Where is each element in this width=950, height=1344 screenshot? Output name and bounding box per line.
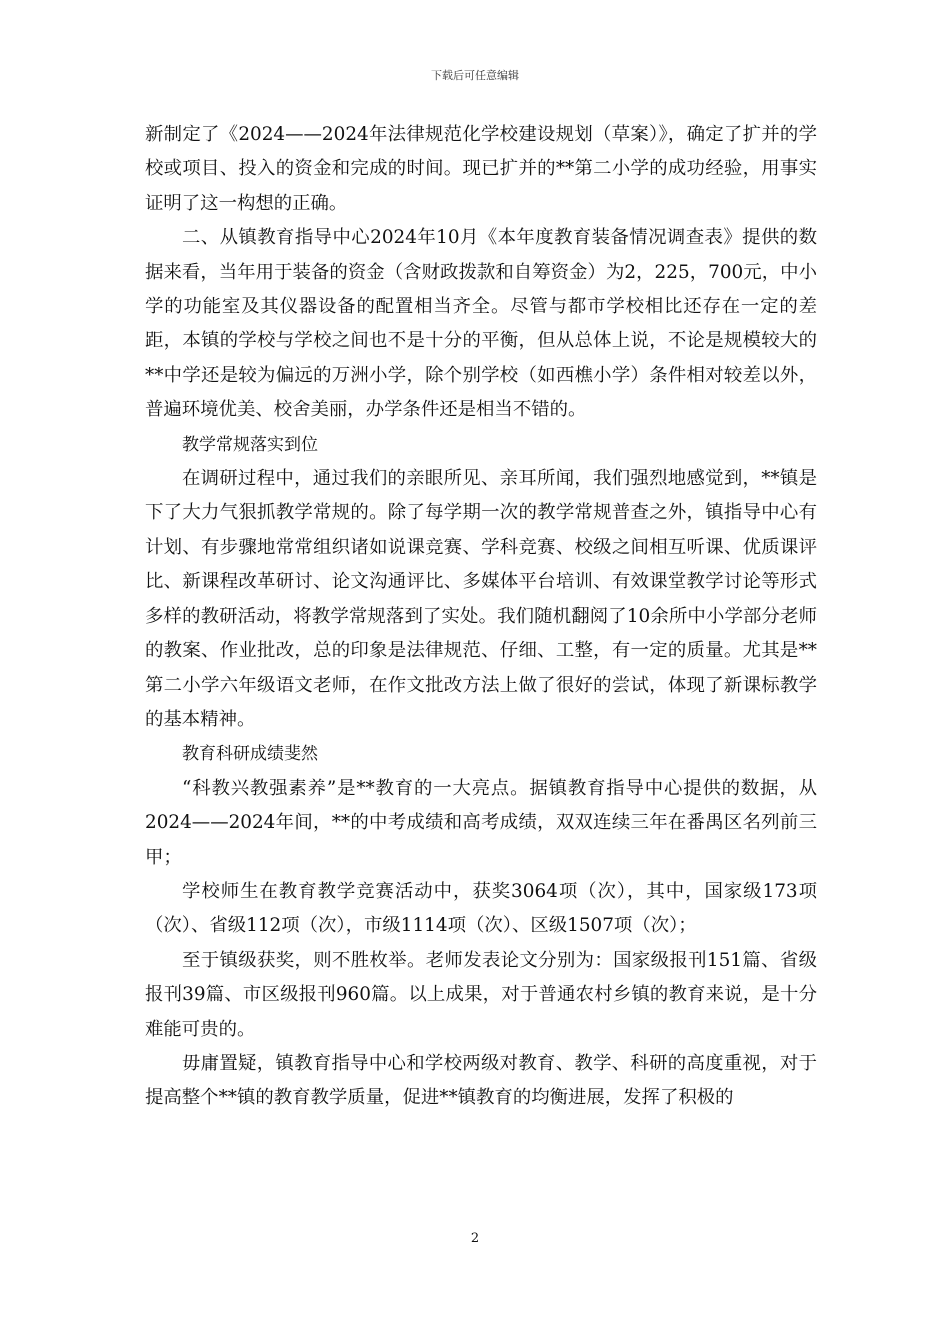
paragraph: 毋庸置疑，镇教育指导中心和学校两级对教育、教学、科研的高度重视，对于提高整个**镇的教育教学质量，促进**镇教育的均衡进展，发挥了积极的 <box>145 1052 817 1109</box>
paragraph: 新制定了《2024——2024年法律规范化学校建设规划（草案）》，确定了扩并的学校或项目、投入的资金和完成的时间。现已扩并的**第二小学的成功经验，用事实证明了这一构想的正确。 <box>145 124 817 214</box>
section-heading: 教学常规落实到位 <box>182 434 318 455</box>
document-body <box>145 118 817 1116</box>
paragraph: 学校师生在教育教学竞赛活动中，获奖3064项（次），其中，国家级173项（次）、省级112项（次），市级1114项（次）、区级1507项（次）； <box>145 880 817 937</box>
page-number: 2 <box>470 1231 480 1246</box>
paragraph: 二、从镇教育指导中心2024年10月《本年度教育装备情况调查表》提供的数据来看，当年用于装备的资金（含财政拨款和自筹资金）为2，225，700元，中小学的功能室及其仪器设备的配置相当齐全。尽管与都市学校相比还存在一定的差距，本镇的学校与学校之间也不是十分的平衡，但从总体上说，不论是规模较大的**中学还是较为偏远的万洲小学，除个别学校（如西樵小学）条件相对较差以外，普遍环境优美、校舍美丽，办学条件还是相当不错的。 <box>145 227 817 421</box>
paragraph: “科教兴教强素养”是**教育的一大亮点。据镇教育指导中心提供的数据，从2024——2024年间，**的中考成绩和高考成绩，双双连续三年在番禺区名列前三甲； <box>145 777 817 868</box>
paragraph: 在调研过程中，通过我们的亲眼所见、亲耳所闻，我们强烈地感觉到，**镇是下了大力气狠抓教学常规的。除了每学期一次的教学常规普查之外，镇指导中心有计划、有步骤地常常组织诸如说课竞赛、学科竞赛、校级之间相互听课、优质课评比、新课程改革研讨、论文沟通评比、多媒体平台培训、有效课堂教学讨论等形式多样的教研活动，将教学常规落到了实处。我们随机翻阅了10余所中小学部分老师的教案、作业批改，总的印象是法律规范、仔细、工整，有一定的质量。尤其是**第二小学六年级语文老师，在作文批改方法上做了很好的尝试，体现了新课标教学的基本精神。 <box>145 468 817 730</box>
section-heading: 教育科研成绩斐然 <box>182 744 318 765</box>
page-header: 下载后可任意编辑 <box>431 69 519 82</box>
paragraph: 至于镇级获奖，则不胜枚举。老师发表论文分别为：国家级报刊151篇、省级报刊39篇、市区级报刊960篇。以上成果，对于普通农村乡镇的教育来说，是十分难能可贵的。 <box>145 949 817 1040</box>
